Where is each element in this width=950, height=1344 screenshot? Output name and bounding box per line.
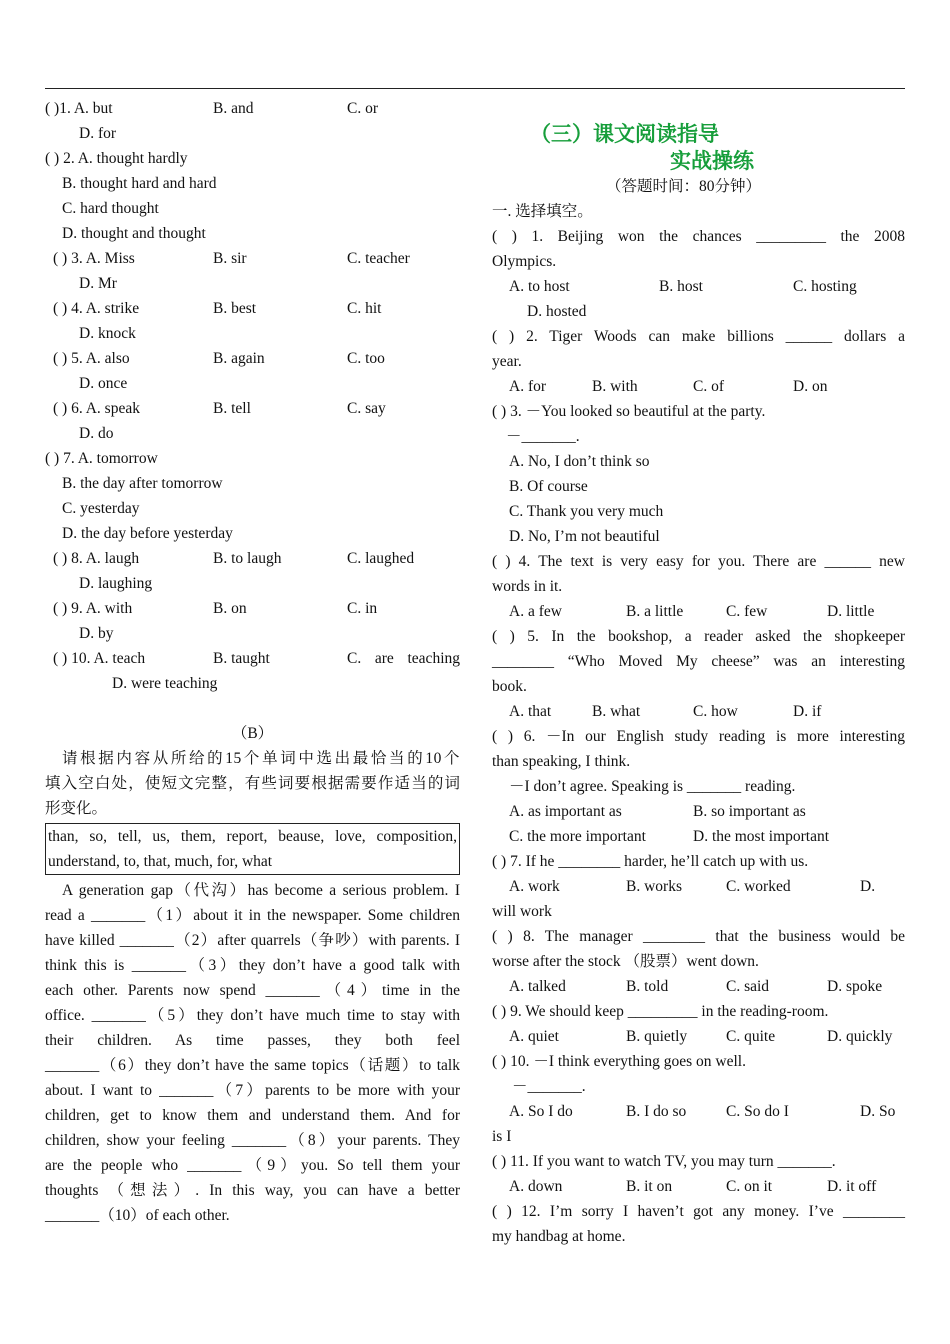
option: D. No, I’m not beautiful: [509, 528, 660, 545]
question-line: －_______.: [506, 428, 580, 445]
option: B. again: [213, 350, 265, 367]
option: B. host: [659, 278, 703, 295]
option: C. hard thought: [62, 200, 159, 217]
option: B. taught: [213, 650, 270, 667]
option: C. worked: [726, 878, 791, 895]
option: C. said: [726, 978, 770, 995]
question-line: ( ) 7. A. tomorrow: [45, 450, 158, 467]
option: A. quiet: [509, 1028, 559, 1045]
option: D. hosted: [527, 303, 587, 320]
part-b-instruction: 请根据内容从所给的15个单词中选出最恰当的10个: [62, 750, 460, 767]
passage-line: think this is _______（3）they don’t have a good talk with: [45, 957, 460, 974]
question-row: [45, 246, 460, 271]
option: D. do: [79, 425, 114, 442]
option: C. teacher: [347, 250, 410, 267]
option: B. best: [213, 300, 257, 317]
question-line: ( ) 8. The manager ________ that the business would be: [492, 928, 905, 945]
option: B. so important as: [693, 803, 806, 820]
option: D. by: [79, 625, 114, 642]
passage-line: read a _______（1）about it in the newspaper. Some children: [45, 907, 460, 924]
question-row: [45, 396, 460, 421]
cloze-a-questions: [45, 96, 460, 696]
question-stem: ( ) 5. A. also: [53, 350, 130, 367]
option: A. work: [509, 878, 560, 895]
question-line: ( ) 12. I’m sorry I haven’t got any money. I’ve ________: [492, 1203, 905, 1220]
option: A. talked: [509, 978, 566, 995]
option: D. the day before yesterday: [62, 525, 233, 542]
option: A. So I do: [509, 1103, 573, 1120]
option: C. on it: [726, 1178, 773, 1195]
option: D. it off: [827, 1178, 877, 1195]
question-line: ( ) 3. －You looked so beautiful at the party.: [492, 403, 766, 420]
option: B. thought hard and hard: [62, 175, 217, 192]
passage-line: their children. As time passes, they both feel: [45, 1032, 460, 1049]
option: C. say: [347, 400, 386, 417]
option: A. down: [509, 1178, 563, 1195]
part-b-instruction: 填入空白处，使短文完整，有些词要根据需要作适当的词: [45, 775, 460, 792]
passage-line: office. _______（5）they don’t have much time to stay with: [45, 1007, 460, 1024]
question-line: ( ) 1. Beijing won the chances _________ the 2008: [492, 228, 905, 245]
option: A. No, I don’t think so: [509, 453, 650, 470]
option: B. Of course: [509, 478, 588, 495]
option: B. sir: [213, 250, 247, 267]
option: D. little: [827, 603, 875, 620]
question-row: [45, 96, 460, 121]
option: C. of: [693, 378, 724, 395]
option: C. how: [693, 703, 738, 720]
passage-line: _______（6）they don’t have the same topics（话题）to talk: [45, 1057, 460, 1074]
question-line: year.: [492, 353, 522, 370]
question-line: ( ) 4. The text is very easy for you. There are ______ new: [492, 553, 905, 570]
option: B. with: [592, 378, 638, 395]
question-stem: ( ) 4. A. strike: [53, 300, 140, 317]
option: A. to host: [509, 278, 570, 295]
section-heading: 一. 选择填空。: [492, 203, 593, 220]
option: C. few: [726, 603, 768, 620]
option: D. spoke: [827, 978, 883, 995]
option: B. I do so: [626, 1103, 687, 1120]
passage-line: children, show your feeling _______（8）your parents. They: [45, 1132, 460, 1149]
option: A. that: [509, 703, 552, 720]
passage-line: thoughts （想法）. In this way, you can have a better: [45, 1182, 460, 1199]
question-line: ( ) 9. We should keep _________ in the reading-room.: [492, 1003, 829, 1020]
option: C. quite: [726, 1028, 776, 1045]
passage-line: are the people who _______（9）you. So tell them your: [45, 1157, 460, 1174]
option: D.: [860, 878, 876, 895]
question-line: －_______.: [512, 1078, 586, 1095]
question-line: worse after the stock （股票）went down.: [492, 953, 759, 970]
option: D. for: [79, 125, 117, 142]
option: D. knock: [79, 325, 136, 342]
question-line: ( ) 10. －I think everything goes on well.: [492, 1053, 746, 1070]
option: B. works: [626, 878, 682, 895]
question-stem: ( ) 3. A. Miss: [53, 250, 135, 267]
question-line: －I don’t agree. Speaking is _______ reading.: [509, 778, 796, 795]
option: C. hit: [347, 300, 382, 317]
option: C. or: [347, 100, 378, 117]
question-row: [45, 346, 460, 371]
option: D. quickly: [827, 1028, 893, 1045]
option: D. the most important: [693, 828, 830, 845]
option: B. a little: [626, 603, 684, 620]
question-line: than speaking, I think.: [492, 753, 631, 770]
question-line: book.: [492, 678, 527, 695]
passage-line: A generation gap（代沟）has become a serious problem. I: [62, 882, 460, 899]
question-stem: ( ) 10. A. teach: [53, 650, 146, 667]
passage-line: children, get to know them and understand them. And for: [45, 1107, 460, 1124]
question-line: Olympics.: [492, 253, 557, 270]
option: is I: [492, 1128, 512, 1145]
option: will work: [492, 903, 552, 920]
part-b-heading: （B）: [231, 725, 274, 742]
option: D. were teaching: [112, 675, 218, 692]
left-column: [45, 96, 460, 1228]
option: C. yesterday: [62, 500, 140, 517]
header-rule: [45, 88, 905, 89]
option: B. the day after tomorrow: [62, 475, 223, 492]
passage-line: about. I want to _______（7）parents to be more with your: [45, 1082, 460, 1099]
question-line: ( ) 7. If he ________ harder, he’ll catch up with us.: [492, 853, 809, 870]
question-line: my handbag at home.: [492, 1228, 626, 1245]
part-b-instruction: 形变化。: [45, 800, 108, 817]
option: C. hosting: [793, 278, 857, 295]
option: A. as important as: [509, 803, 622, 820]
question-stem: ( ) 8. A. laugh: [53, 550, 140, 567]
question-row: [45, 296, 460, 321]
option: A. a few: [509, 603, 562, 620]
option: D. on: [793, 378, 828, 395]
question-row: [45, 596, 460, 621]
question-line: ________ “Who Moved My cheese” was an interesting: [492, 653, 905, 670]
option: B. to laugh: [213, 550, 282, 567]
option: B. it on: [626, 1178, 673, 1195]
option: B. and: [213, 100, 254, 117]
word-box: [45, 823, 460, 875]
option: C. in: [347, 600, 378, 617]
page-subtitle: 实战操练: [670, 149, 754, 173]
time-note: （答题时间：80分钟）: [606, 178, 762, 195]
option: D. laughing: [79, 575, 153, 592]
option: D. if: [793, 703, 822, 720]
page-title: （三）课文阅读指导: [530, 122, 719, 146]
question-line: ( ) 5. In the bookshop, a reader asked the shopkeeper: [492, 628, 905, 645]
option: C. laughed: [347, 550, 415, 567]
right-column: [492, 96, 905, 1249]
question-line: words in it.: [492, 578, 563, 595]
question-stem: ( ) 6. A. speak: [53, 400, 140, 417]
option: D. Mr: [79, 275, 117, 292]
option: A. for: [509, 378, 547, 395]
passage-line: have killed _______（2）after quarrels（争吵）with parents. I: [45, 932, 460, 949]
option: C. So do I: [726, 1103, 789, 1120]
word-box-line: understand, to, that, much, for, what: [48, 853, 273, 870]
option: C. Thank you very much: [509, 503, 664, 520]
option: D. thought and thought: [62, 225, 206, 242]
passage: [45, 878, 460, 1228]
option: B. quietly: [626, 1028, 688, 1045]
question-row: [45, 646, 460, 671]
option: B. what: [592, 703, 641, 720]
option: B. on: [213, 600, 247, 617]
passage-line: _______（10）of each other.: [45, 1207, 230, 1224]
word-box-line: than, so, tell, us, them, report, beause, love, composition,: [48, 828, 457, 845]
question-row: [45, 546, 460, 571]
question-stem: ( )1. A. but: [45, 100, 113, 117]
option: B. tell: [213, 400, 251, 417]
question-line: ( ) 11. If you want to watch TV, you may turn _______.: [492, 1153, 836, 1170]
option: B. told: [626, 978, 669, 995]
option: C. are teaching: [347, 650, 460, 667]
option: C. the more important: [509, 828, 646, 845]
question-stem: ( ) 9. A. with: [53, 600, 133, 617]
option: D. once: [79, 375, 128, 392]
question-line: ( ) 2. A. thought hardly: [45, 150, 188, 167]
question-line: ( ) 2. Tiger Woods can make billions ______ dollars a: [492, 328, 905, 345]
passage-line: each other. Parents now spend _______（4）time in the: [45, 982, 460, 999]
question-line: ( ) 6. －In our English study reading is more interesting: [492, 728, 905, 745]
option: C. too: [347, 350, 385, 367]
option: D. So: [860, 1103, 896, 1120]
